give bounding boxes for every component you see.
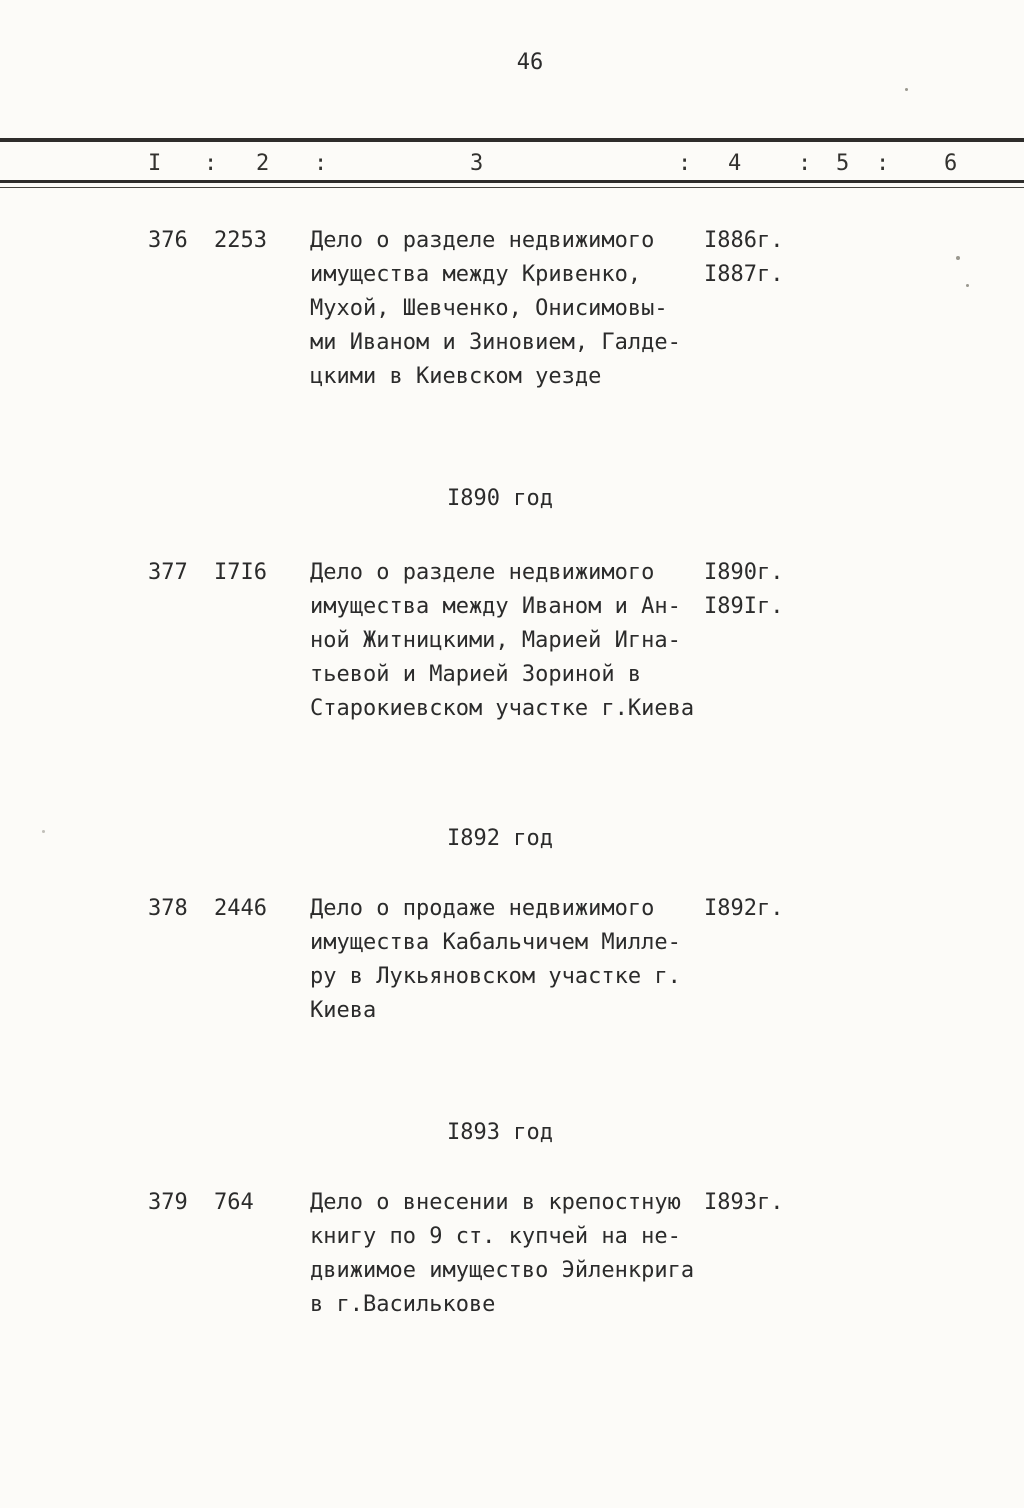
text-line: Дело о разделе недвижимого — [310, 228, 655, 253]
column-separator: : — [678, 151, 692, 176]
table-row — [0, 556, 1024, 726]
text-line: ру в Лукьяновском участке г. — [310, 964, 681, 989]
text-line: I890г. — [704, 560, 784, 585]
case-description — [310, 224, 704, 394]
year-section-header: I890 год — [447, 486, 553, 511]
column-separator: : — [798, 151, 812, 176]
year-section-header: I893 год — [447, 1120, 553, 1145]
entry-number: 376 — [148, 228, 188, 253]
entry-number: 378 — [148, 896, 188, 921]
text-line: Дело о разделе недвижимого — [310, 560, 655, 585]
scan-noise — [905, 88, 908, 91]
text-line: Старокиевском участке г.Киева — [310, 696, 695, 721]
column-header-4: 4 — [728, 151, 742, 176]
table-row — [0, 1186, 1024, 1322]
text-line: I89Iг. — [704, 594, 784, 619]
text-line: имущества между Иваном и Ан- — [310, 594, 681, 619]
year-section-header: I892 год — [447, 826, 553, 851]
scan-noise — [42, 830, 45, 833]
entry-number: 379 — [148, 1190, 188, 1215]
column-header-5: 5 — [836, 151, 850, 176]
scan-noise — [966, 284, 969, 287]
entry-number: 377 — [148, 560, 188, 585]
case-dates — [704, 892, 1024, 926]
text-line: книгу по 9 ст. купчей на не- — [310, 1224, 681, 1249]
column-header-6: 6 — [944, 151, 958, 176]
column-separator: : — [204, 151, 218, 176]
case-dates — [704, 556, 1024, 624]
text-line: имущества Кабальчичем Милле- — [310, 930, 681, 955]
case-description — [310, 556, 704, 726]
case-number: I7I6 — [214, 560, 267, 585]
text-line: в г.Василькове — [310, 1292, 496, 1317]
table-header — [0, 138, 1024, 183]
text-line: I892г. — [704, 896, 784, 921]
case-number: 2446 — [214, 896, 267, 921]
text-line: ной Житницкими, Марией Игна- — [310, 628, 681, 653]
text-line: Дело о внесении в крепостную — [310, 1190, 681, 1215]
text-line: I887г. — [704, 262, 784, 287]
page-number: 46 — [516, 50, 544, 75]
text-line: I893г. — [704, 1190, 784, 1215]
column-separator: : — [314, 151, 328, 176]
case-number: 2253 — [214, 228, 267, 253]
case-dates — [704, 1186, 1024, 1220]
text-line: имущества между Кривенко, — [310, 262, 642, 287]
column-header-1: I — [148, 151, 162, 176]
case-description — [310, 892, 704, 1028]
text-line: Киева — [310, 998, 377, 1023]
table-row — [0, 224, 1024, 394]
text-line: I886г. — [704, 228, 784, 253]
text-line: цкими в Киевском уезде — [310, 364, 602, 389]
text-line: движимое имущество Эйленкрига — [310, 1258, 695, 1283]
case-dates — [704, 224, 1024, 292]
column-header-3: 3 — [470, 151, 484, 176]
text-line: тьевой и Марией Зориной в — [310, 662, 642, 687]
horizontal-rule — [0, 183, 1024, 188]
text-line: ми Иваном и Зиновием, Галде- — [310, 330, 681, 355]
text-line: Дело о продаже недвижимого — [310, 896, 655, 921]
column-separator: : — [876, 151, 890, 176]
case-number: 764 — [214, 1190, 254, 1215]
scan-noise — [956, 256, 960, 260]
case-description — [310, 1186, 704, 1322]
text-line: Мухой, Шевченко, Онисимовы- — [310, 296, 668, 321]
table-row — [0, 892, 1024, 1028]
column-header-2: 2 — [256, 151, 270, 176]
